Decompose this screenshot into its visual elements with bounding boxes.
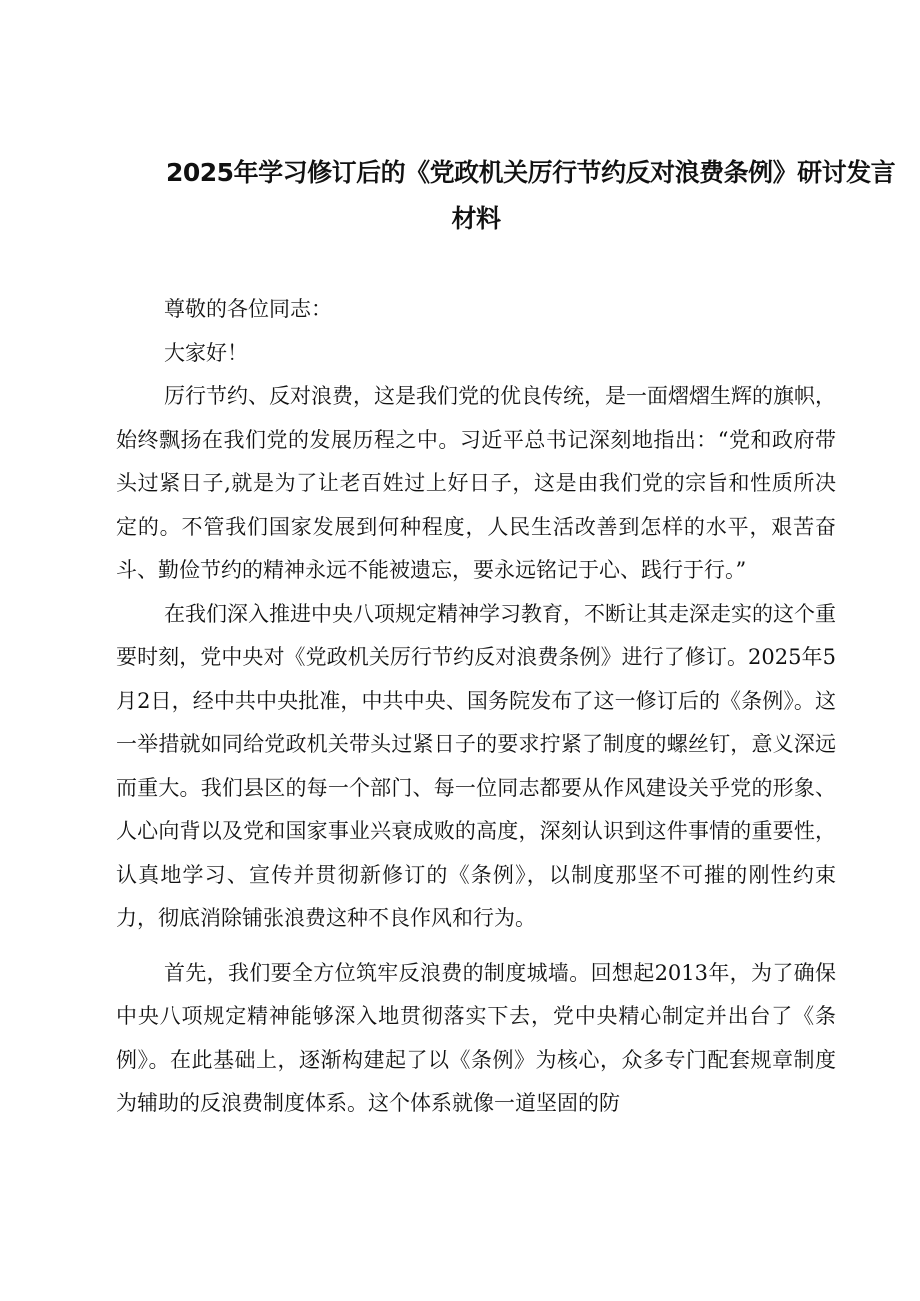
paragraph-2: 在我们深入推进中央八项规定精神学习教育，不断让其走深走实的这个重要时刻，党中央对《党政机关厉行节约反对浪费条例》进行了修订。2025年5月2日，经中共中央批准，中共中央、国务院发布了这一修订后的《条例》。这一举措就如同给党政机关带头过紧日子的要求拧紧了制度的螺丝钉，意义深远而重大。我们县区的每一个部门、每一位同志都要从作风建设关乎党的形象、人心向背以及党和国家事业兴衰成败的高度，深刻认识到这件事情的重要性，认真地学习、宣传并贯彻新修订的《条例》，以制度那坚不可摧的刚性约束力，彻底消除铺张浪费这种不良作风和行为。 [116,601,836,930]
title-line-1: 2025年学习修订后的《党政机关厉行节约反对浪费条例》研讨发言 [166,158,896,187]
document-body [116,288,836,1126]
greeting: 大家好！ [164,340,248,365]
document-title [116,150,896,242]
title-line-2: 材料 [451,204,501,233]
paragraph-3: 首先，我们要全方位筑牢反浪费的制度城墙。回想起2013年，为了确保中央八项规定精神能够深入地贯彻落实下去，党中央精心制定并出台了《条例》。在此基础上，逐渐构建起了以《条例》为核心，众多专门配套规章制度为辅助的反浪费制度体系。这个体系就像一道坚固的防 [116,960,836,1115]
paragraph-1: 厉行节约、反对浪费，这是我们党的优良传统，是一面熠熠生辉的旗帜，始终飘扬在我们党的发展历程之中。习近平总书记深刻地指出：“党和政府带头过紧日子,就是为了让老百姓过上好日子，这是由我们党的宗旨和性质所决定的。不管我们国家发展到何种程度，人民生活改善到怎样的水平，艰苦奋斗、勤俭节约的精神永远不能被遗忘，要永远铭记于心、践行于行。” [116,384,836,582]
salutation: 尊敬的各位同志： [164,297,332,321]
